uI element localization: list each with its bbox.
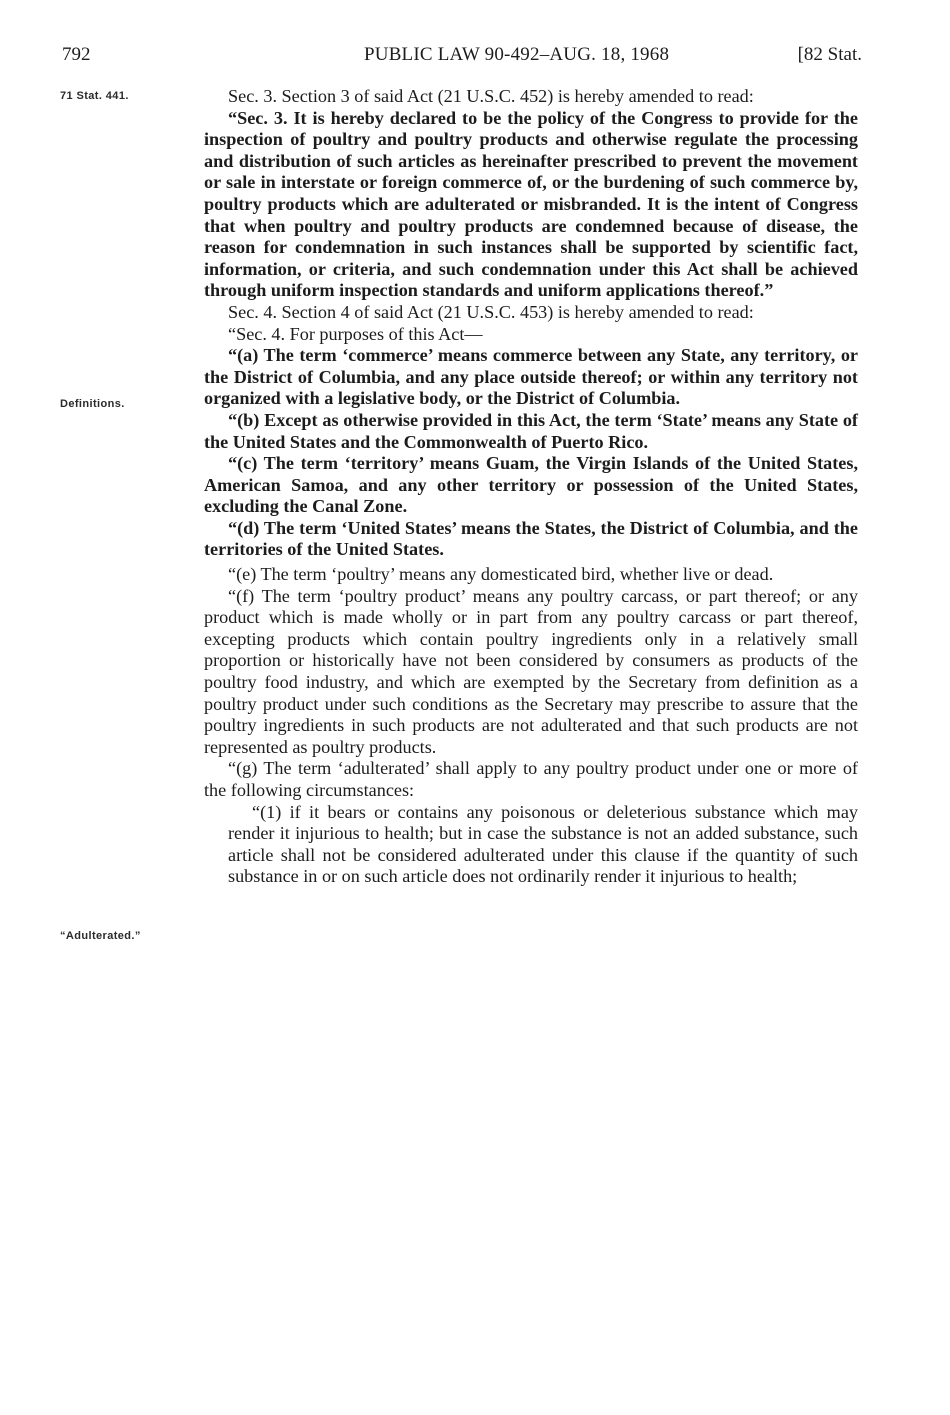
definition-state: “(b) Except as otherwise provided in this Act, the term ‘State’ means any State of the United States and the Commonwealth of Puerto Rico. bbox=[204, 409, 858, 452]
definition-territory: “(c) The term ‘territory’ means Guam, the Virgin Islands of the United States, American Samoa, and any other territory or possession of the United States, excluding the Canal Zone. bbox=[204, 453, 858, 517]
page-number: 792 bbox=[62, 44, 91, 65]
definition-commerce: “(a) The term ‘commerce’ means commerce between any State, any territory, or the District of Columbia, and any place outside thereof; or within any territory not organized with a legislative body, or the District of Columbia. bbox=[204, 345, 858, 409]
margin-note-71-stat: 71 Stat. 441. bbox=[60, 90, 129, 102]
margin-note-adulterated: “Adulterated.” bbox=[60, 930, 141, 942]
definition-adulterated: “(g) The term ‘adulterated’ shall apply to any poultry product under one or more of the following circumstances: bbox=[204, 758, 858, 800]
page-header bbox=[62, 44, 862, 72]
sec-4-amendment: Sec. 4. Section 4 of said Act (21 U.S.C. 453) is hereby amended to read: bbox=[228, 301, 754, 322]
definition-united-states: “(d) The term ‘United States’ means the States, the District of Columbia, and the territories of the United States. bbox=[204, 517, 858, 560]
adulterated-clause-1: “(1) if it bears or contains any poisonous or deleterious substance which may render it injurious to health; but in case the substance is not an added substance, such article shall not be considered adulterated under this clause if the quantity of such substance in or on such article does not ordinarily render it injurious to health; bbox=[228, 801, 858, 887]
margin-note-definitions: Definitions. bbox=[60, 398, 125, 410]
definition-poultry-product: “(f) The term ‘poultry product’ means any poultry carcass, or part thereof; or any product which is made wholly or in part from any poultry carcass or part thereof, excepting products which contain poultry ingredients only in a relatively small proportion or historically have not been considered by consumers as products of the poultry food industry, and which are exempted by the Secretary from definition as a poultry product under such conditions as the Secretary may prescribe to assure that the poultry ingredients in such products are not adulterated and that such products are not represented as poultry products. bbox=[204, 585, 858, 757]
sec-3-policy: “Sec. 3. It is hereby declared to be the policy of the Congress to provide for the inspection of poultry and poultry products and otherwise regulate the processing and distribution of such articles as hereinafter prescribed to prevent the movement or sale in interstate or foreign commerce of, or the burdening of such commerce by, poultry products which are adulterated or misbranded. It is the intent of Congress that when poultry and poultry products are condemned because of disease, the reason for condemnation in such instances shall be supported by scientific fact, information, or criteria, and such condemnation under this Act shall be achieved through uniform inspection standards and uniform applications thereof.” bbox=[204, 107, 858, 301]
definition-poultry: “(e) The term ‘poultry’ means any domesticated bird, whether live or dead. bbox=[228, 564, 774, 585]
sec-3-amendment: Sec. 3. Section 3 of said Act (21 U.S.C. 452) is hereby amended to read: bbox=[228, 86, 754, 106]
law-text-body bbox=[204, 86, 858, 888]
sec-4-intro: “Sec. 4. For purposes of this Act— bbox=[228, 323, 483, 344]
statute-reference: [82 Stat. bbox=[797, 44, 862, 65]
running-head: PUBLIC LAW 90-492–AUG. 18, 1968 bbox=[364, 44, 670, 65]
